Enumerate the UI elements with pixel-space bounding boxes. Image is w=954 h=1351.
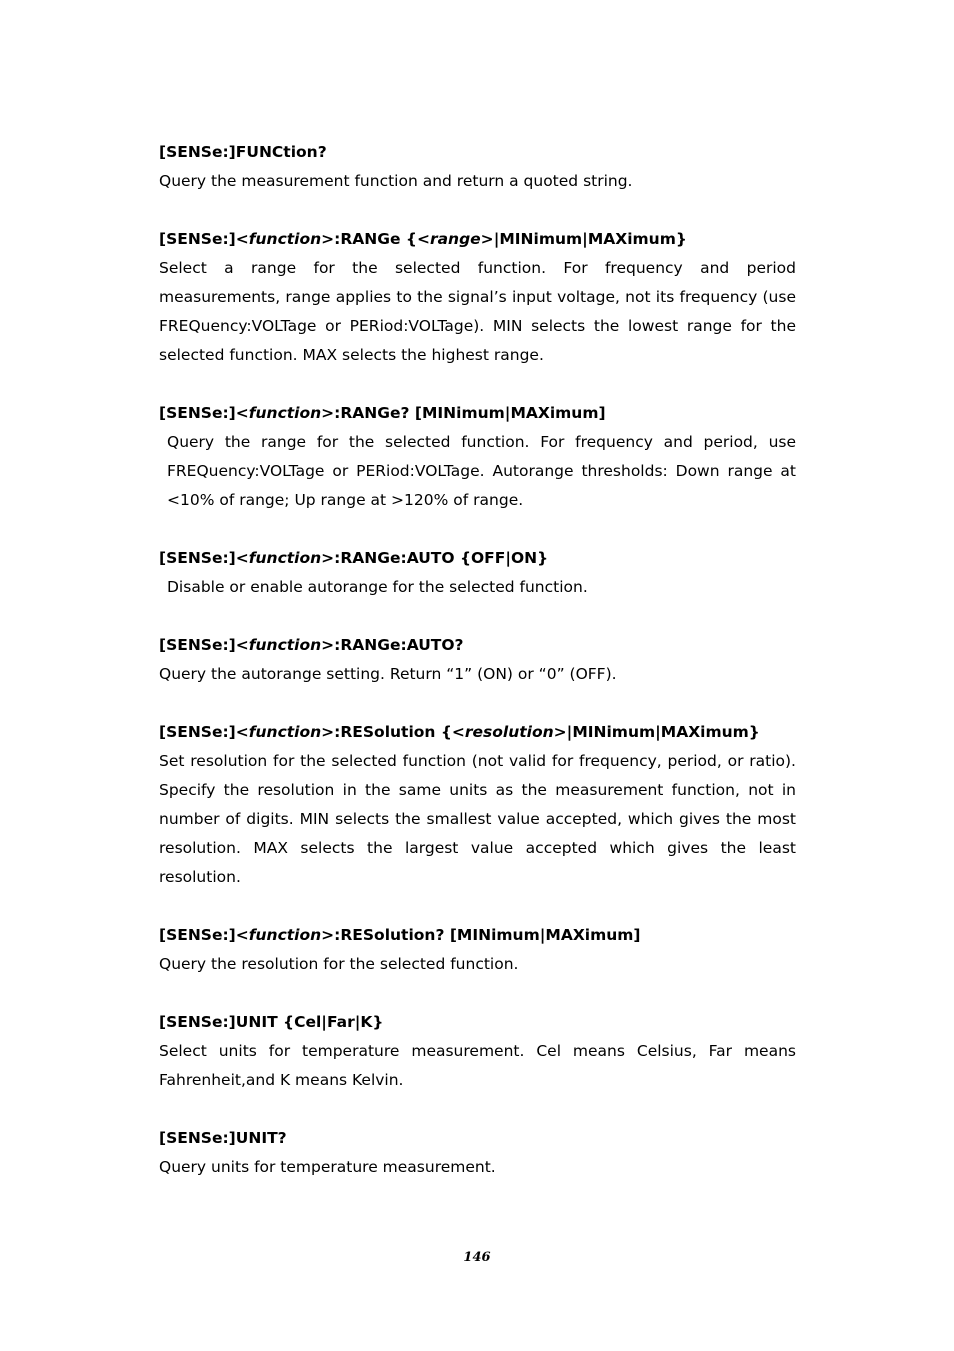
document-body xyxy=(159,138,796,1211)
command-description: Query the measurement function and return a quoted string. xyxy=(159,172,633,190)
command-section xyxy=(159,1008,796,1095)
command-text: [SENSe:]FUNCtion? xyxy=(159,143,327,161)
command-parameter: <function> xyxy=(235,636,335,654)
command-description: Query units for temperature measurement. xyxy=(159,1158,496,1176)
command-text: [SENSe:] xyxy=(159,404,236,422)
command-heading xyxy=(159,399,796,428)
command-text: [SENSe:]UNIT {Cel|Far|K} xyxy=(159,1013,384,1031)
command-text: |MINimum|MAXimum} xyxy=(493,230,687,248)
command-text: [SENSe:]UNIT? xyxy=(159,1129,287,1147)
command-text: [SENSe:] xyxy=(159,723,236,741)
command-parameter: <function> xyxy=(235,549,335,567)
command-text: :RANGe:AUTO? xyxy=(334,636,464,654)
command-heading xyxy=(159,138,796,167)
command-text: [SENSe:] xyxy=(159,549,236,567)
command-text: :RANGe { xyxy=(334,230,417,248)
command-section xyxy=(159,399,796,515)
command-description: Query the resolution for the selected function. xyxy=(159,955,519,973)
command-section xyxy=(159,718,796,892)
command-parameter: <range> xyxy=(416,230,494,248)
command-heading xyxy=(159,718,796,747)
command-text: :RANGe? [MINimum|MAXimum] xyxy=(334,404,606,422)
command-description: Set resolution for the selected function (not valid for frequency, period, or ratio). Specify the resolution in the same units as the measurement function, not in number of digits. MIN selects the smallest value accepted, which gives the most resolution. MAX selects the largest value accepted which gives the least resolution. xyxy=(159,752,796,886)
command-parameter: <function> xyxy=(235,230,335,248)
command-section xyxy=(159,544,796,602)
command-section xyxy=(159,921,796,979)
command-description: Disable or enable autorange for the selected function. xyxy=(167,578,588,596)
command-section xyxy=(159,631,796,689)
command-heading xyxy=(159,544,796,573)
command-heading xyxy=(159,225,796,254)
command-description: Query the range for the selected function. For frequency and period, use FREQuency:VOLTage or PERiod:VOLTage. Autorange thresholds: Down range at <10% of range; Up range at >120% of range. xyxy=(167,433,796,509)
command-section xyxy=(159,225,796,370)
command-text: :RESolution { xyxy=(334,723,452,741)
command-heading xyxy=(159,1008,796,1037)
command-description: Query the autorange setting. Return “1” (ON) or “0” (OFF). xyxy=(159,665,617,683)
command-parameter: <function> xyxy=(235,926,335,944)
command-parameter: <function> xyxy=(235,404,335,422)
command-text: :RESolution? [MINimum|MAXimum] xyxy=(334,926,641,944)
command-parameter: <resolution> xyxy=(451,723,567,741)
command-section xyxy=(159,1124,796,1182)
command-parameter: <function> xyxy=(235,723,335,741)
command-description: Select units for temperature measurement. Cel means Celsius, Far means Fahrenheit,and K means Kelvin. xyxy=(159,1042,796,1089)
command-description: Select a range for the selected function. For frequency and period measurements, range applies to the signal’s input voltage, not its frequency (use FREQuency:VOLTage or PERiod:VOLTage). MIN selects the lowest range for the selected function. MAX selects the highest range. xyxy=(159,259,796,364)
command-heading xyxy=(159,631,796,660)
command-heading xyxy=(159,921,796,950)
command-heading xyxy=(159,1124,796,1153)
command-text: :RANGe:AUTO {OFF|ON} xyxy=(334,549,549,567)
command-text: [SENSe:] xyxy=(159,926,236,944)
page-number: 146 xyxy=(463,1250,491,1265)
command-text: [SENSe:] xyxy=(159,636,236,654)
command-text: |MINimum|MAXimum} xyxy=(566,723,760,741)
command-section xyxy=(159,138,796,196)
command-text: [SENSe:] xyxy=(159,230,236,248)
